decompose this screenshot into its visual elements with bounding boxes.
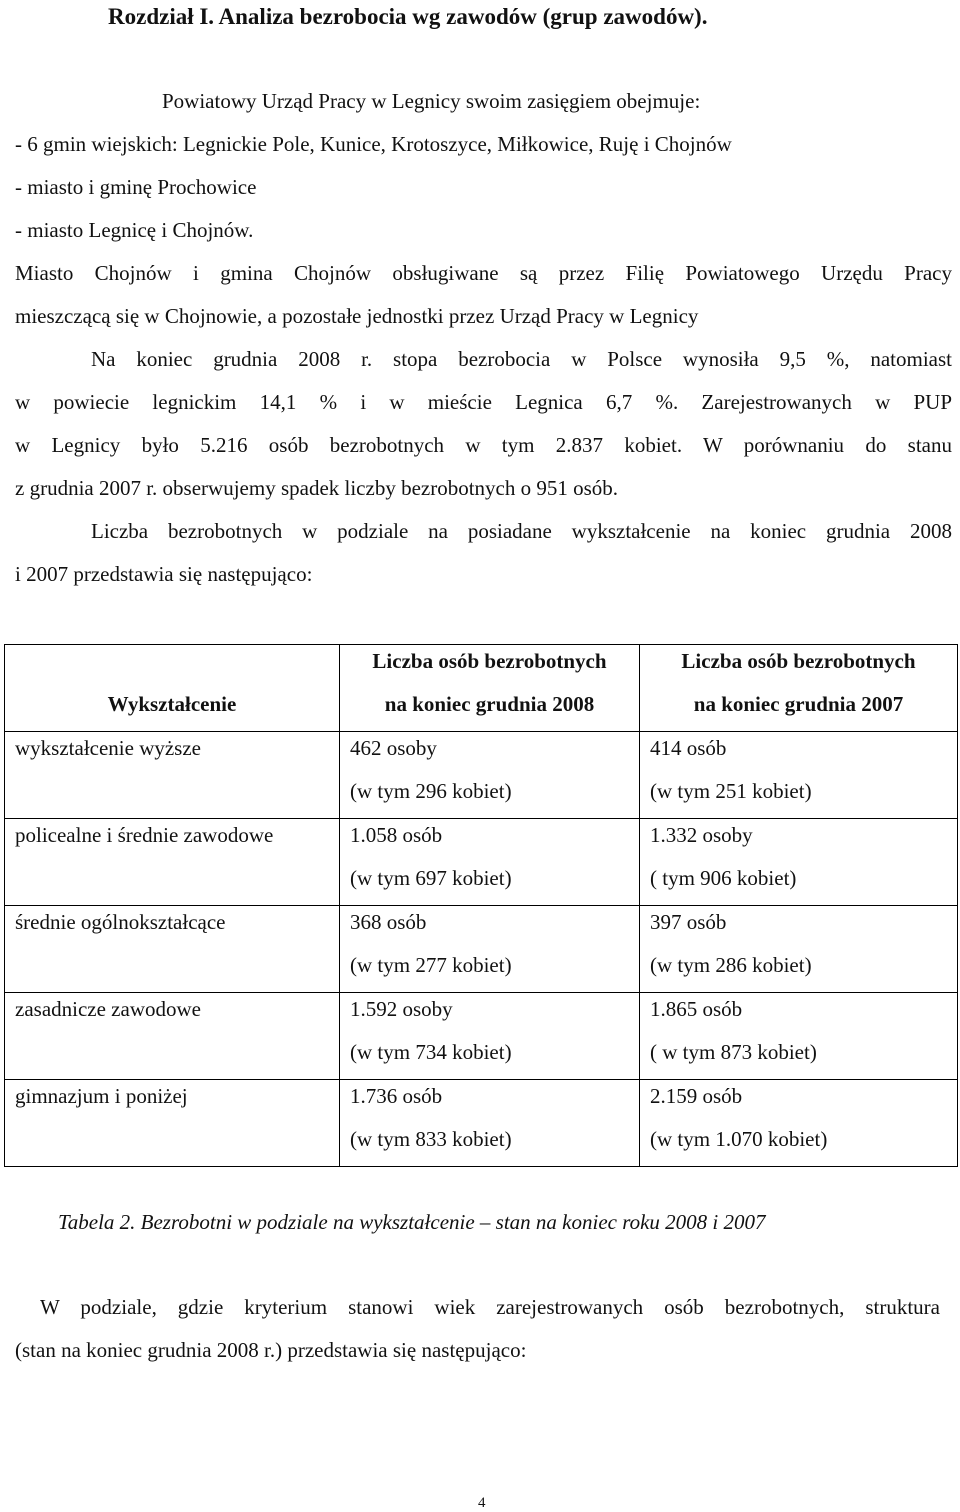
header-2008-line-1: Liczba osób bezrobotnych	[372, 649, 607, 673]
table-row	[5, 1080, 958, 1167]
intro-line-5: Miasto Chojnów i gmina Chojnów obsługiwane są przez Filię Powiatowego Urzędu Pracy	[15, 261, 952, 285]
count-2008-cell: 368 osób (w tym 277 kobiet)	[340, 906, 640, 993]
header-2007	[640, 645, 958, 732]
table-header-row	[5, 645, 958, 732]
education-cell: wykształcenie wyższe	[5, 732, 340, 819]
stats-line-1: Na koniec grudnia 2008 r. stopa bezrobocia w Polsce wynosiła 9,5 %, natomiast	[91, 347, 952, 371]
lead-line-1: Liczba bezrobotnych w podziale na posiadane wykształcenie na koniec grudnia 2008	[91, 519, 952, 543]
table-caption: Tabela 2. Bezrobotni w podziale na wykształcenie – stan na koniec roku 2008 i 2007	[58, 1210, 766, 1234]
count-2008-cell: 1.592 osoby (w tym 734 kobiet)	[340, 993, 640, 1080]
count-2007-cell: 1.332 osoby ( tym 906 kobiet)	[640, 819, 958, 906]
education-table	[4, 644, 958, 1167]
table-row	[5, 906, 958, 993]
table-row	[5, 732, 958, 819]
intro-line-1: Powiatowy Urząd Pracy w Legnicy swoim zasięgiem obejmuje:	[162, 89, 701, 113]
table-row	[5, 993, 958, 1080]
stats-line-2: w powiecie legnickim 14,1 % i w mieście Legnica 6,7 %. Zarejestrowanych w PUP	[15, 390, 952, 414]
intro-line-4: - miasto Legnicę i Chojnów.	[15, 218, 254, 242]
intro-line-3: - miasto i gminę Prochowice	[15, 175, 257, 199]
count-2008-cell: 462 osoby (w tym 296 kobiet)	[340, 732, 640, 819]
stats-line-4: z grudnia 2007 r. obserwujemy spadek liczby bezrobotnych o 951 osób.	[15, 476, 619, 500]
age-line-2: (stan na koniec grudnia 2008 r.) przedstawia się następująco:	[15, 1338, 527, 1362]
count-2007-cell: 397 osób (w tym 286 kobiet)	[640, 906, 958, 993]
age-line-1: W podziale, gdzie kryterium stanowi wiek zarejestrowanych osób bezrobotnych, struktura	[40, 1295, 940, 1319]
count-2007-cell: 1.865 osób ( w tym 873 kobiet)	[640, 993, 958, 1080]
count-2008-cell: 1.736 osób (w tym 833 kobiet)	[340, 1080, 640, 1167]
header-2007-line-1: Liczba osób bezrobotnych	[681, 649, 916, 673]
education-cell: policealne i średnie zawodowe	[5, 819, 340, 906]
education-cell: średnie ogólnokształcące	[5, 906, 340, 993]
header-2008-line-2: na koniec grudnia 2008	[384, 692, 595, 716]
header-education: Wykształcenie	[5, 645, 340, 732]
header-2007-line-2: na koniec grudnia 2007	[693, 692, 904, 716]
education-cell: gimnazjum i poniżej	[5, 1080, 340, 1167]
stats-line-3: w Legnicy było 5.216 osób bezrobotnych w tym 2.837 kobiet. W porównaniu do stanu	[15, 433, 952, 457]
chapter-heading: Rozdział I. Analiza bezrobocia wg zawodów (grup zawodów).	[108, 4, 708, 29]
education-cell: zasadnicze zawodowe	[5, 993, 340, 1080]
lead-line-2: i 2007 przedstawia się następująco:	[15, 562, 313, 586]
count-2008-cell: 1.058 osób (w tym 697 kobiet)	[340, 819, 640, 906]
intro-line-6: mieszczącą się w Chojnowie, a pozostałe jednostki przez Urząd Pracy w Legnicy	[15, 304, 699, 328]
page-number: 4	[478, 1495, 486, 1511]
header-2008	[340, 645, 640, 732]
table-row	[5, 819, 958, 906]
intro-line-2: - 6 gmin wiejskich: Legnickie Pole, Kunice, Krotoszyce, Miłkowice, Ruję i Chojnów	[15, 132, 732, 156]
count-2007-cell: 414 osób (w tym 251 kobiet)	[640, 732, 958, 819]
count-2007-cell: 2.159 osób (w tym 1.070 kobiet)	[640, 1080, 958, 1167]
